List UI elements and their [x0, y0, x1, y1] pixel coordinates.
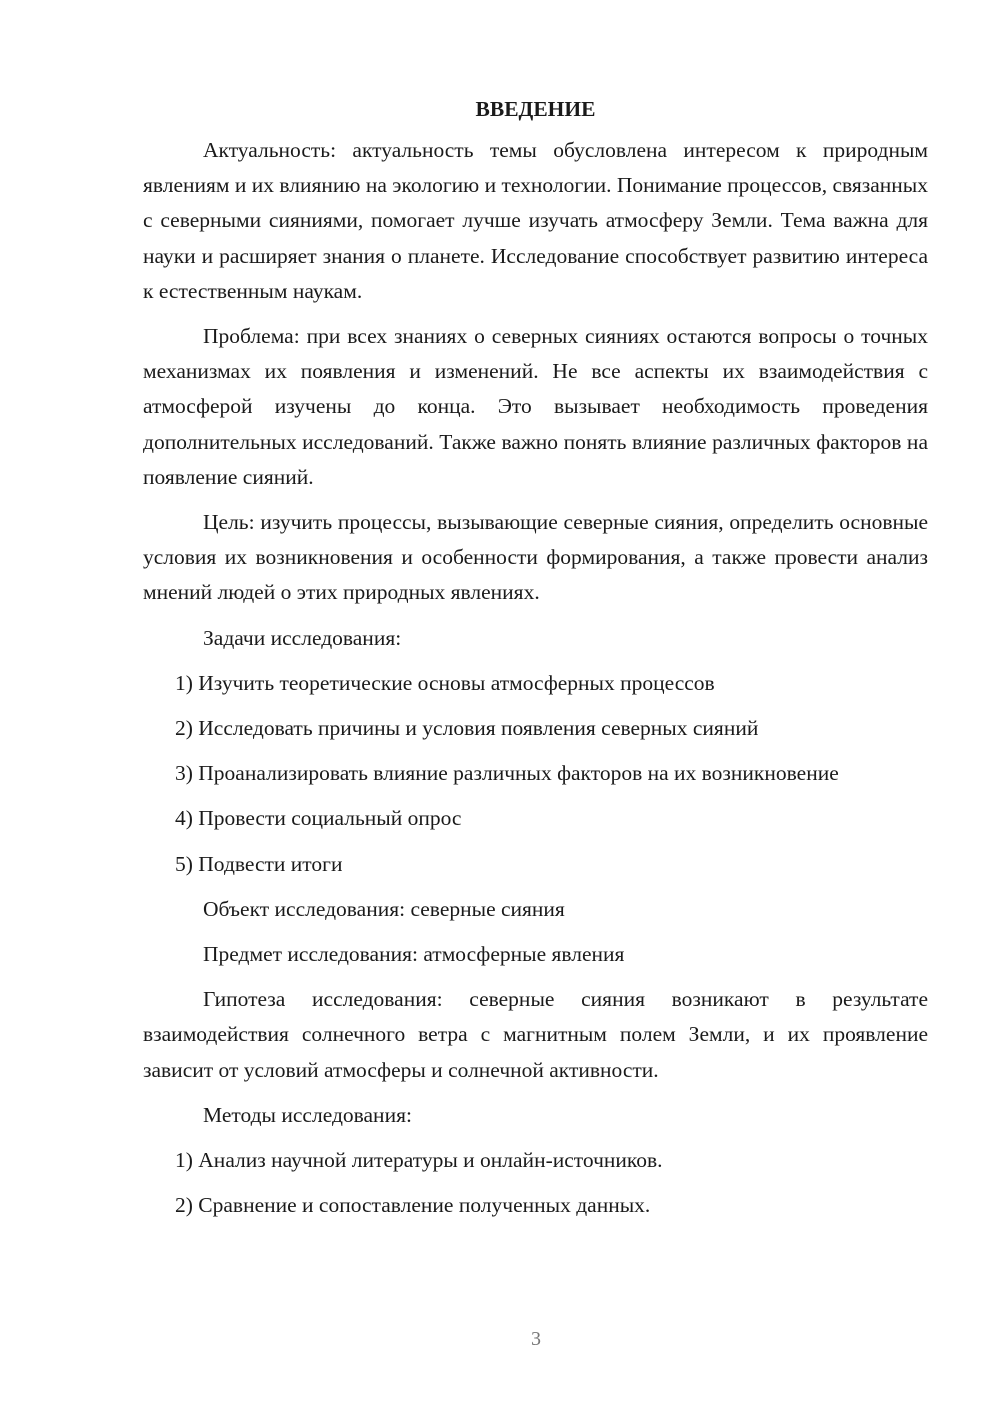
tasks-heading: Задачи исследования:	[203, 625, 402, 650]
goal-paragraph: Цель: изучить процессы, вызывающие северные сияния, определить основные условия их возникновения и особенности формирования, а также провести анализ мнений людей о этих природных явлениях.	[143, 510, 928, 605]
research-subject: Предмет исследования: атмосферные явления	[203, 942, 625, 967]
page-number: 3	[531, 1328, 541, 1350]
document-page	[143, 92, 928, 1223]
task-item-3: 3) Проанализировать влияние различных факторов на их возникновение	[175, 761, 839, 786]
method-item-2: 2) Сравнение и сопоставление полученных данных.	[175, 1193, 651, 1218]
page-title: ВВЕДЕНИЕ	[475, 97, 596, 121]
task-item-5: 5) Подвести итоги	[175, 851, 343, 876]
method-item-1: 1) Анализ научной литературы и онлайн-источников.	[175, 1148, 663, 1173]
task-item-1: 1) Изучить теоретические основы атмосферных процессов	[175, 670, 715, 695]
relevance-paragraph: Актуальность: актуальность темы обусловлена интересом к природным явлениям и их влиянию на экологию и технологии. Понимание процессов, связанных с северными сияниями, помогает лучше изучать атмосферу Земли. Тема важна для науки и расширяет знания о планете. Исследование способствует развитию интереса к естественным наукам.	[143, 138, 928, 303]
task-item-4: 4) Провести социальный опрос	[175, 806, 462, 831]
methods-heading: Методы исследования:	[203, 1102, 412, 1127]
hypothesis-paragraph: Гипотеза исследования: северные сияния возникают в результате взаимодействия солнечного ветра с магнитным полем Земли, и их проявление зависит от условий атмосферы и солнечной активности.	[143, 987, 928, 1082]
problem-paragraph: Проблема: при всех знаниях о северных сияниях остаются вопросы о точных механизмах их появления и изменений. Не все аспекты их взаимодействия с атмосферой изучены до конца. Это вызывает необходимость проведения дополнительных исследований. Также важно понять влияние различных факторов на появление сияний.	[143, 324, 928, 489]
task-item-2: 2) Исследовать причины и условия появления северных сияний	[175, 716, 759, 741]
research-object: Объект исследования: северные сияния	[203, 896, 565, 921]
